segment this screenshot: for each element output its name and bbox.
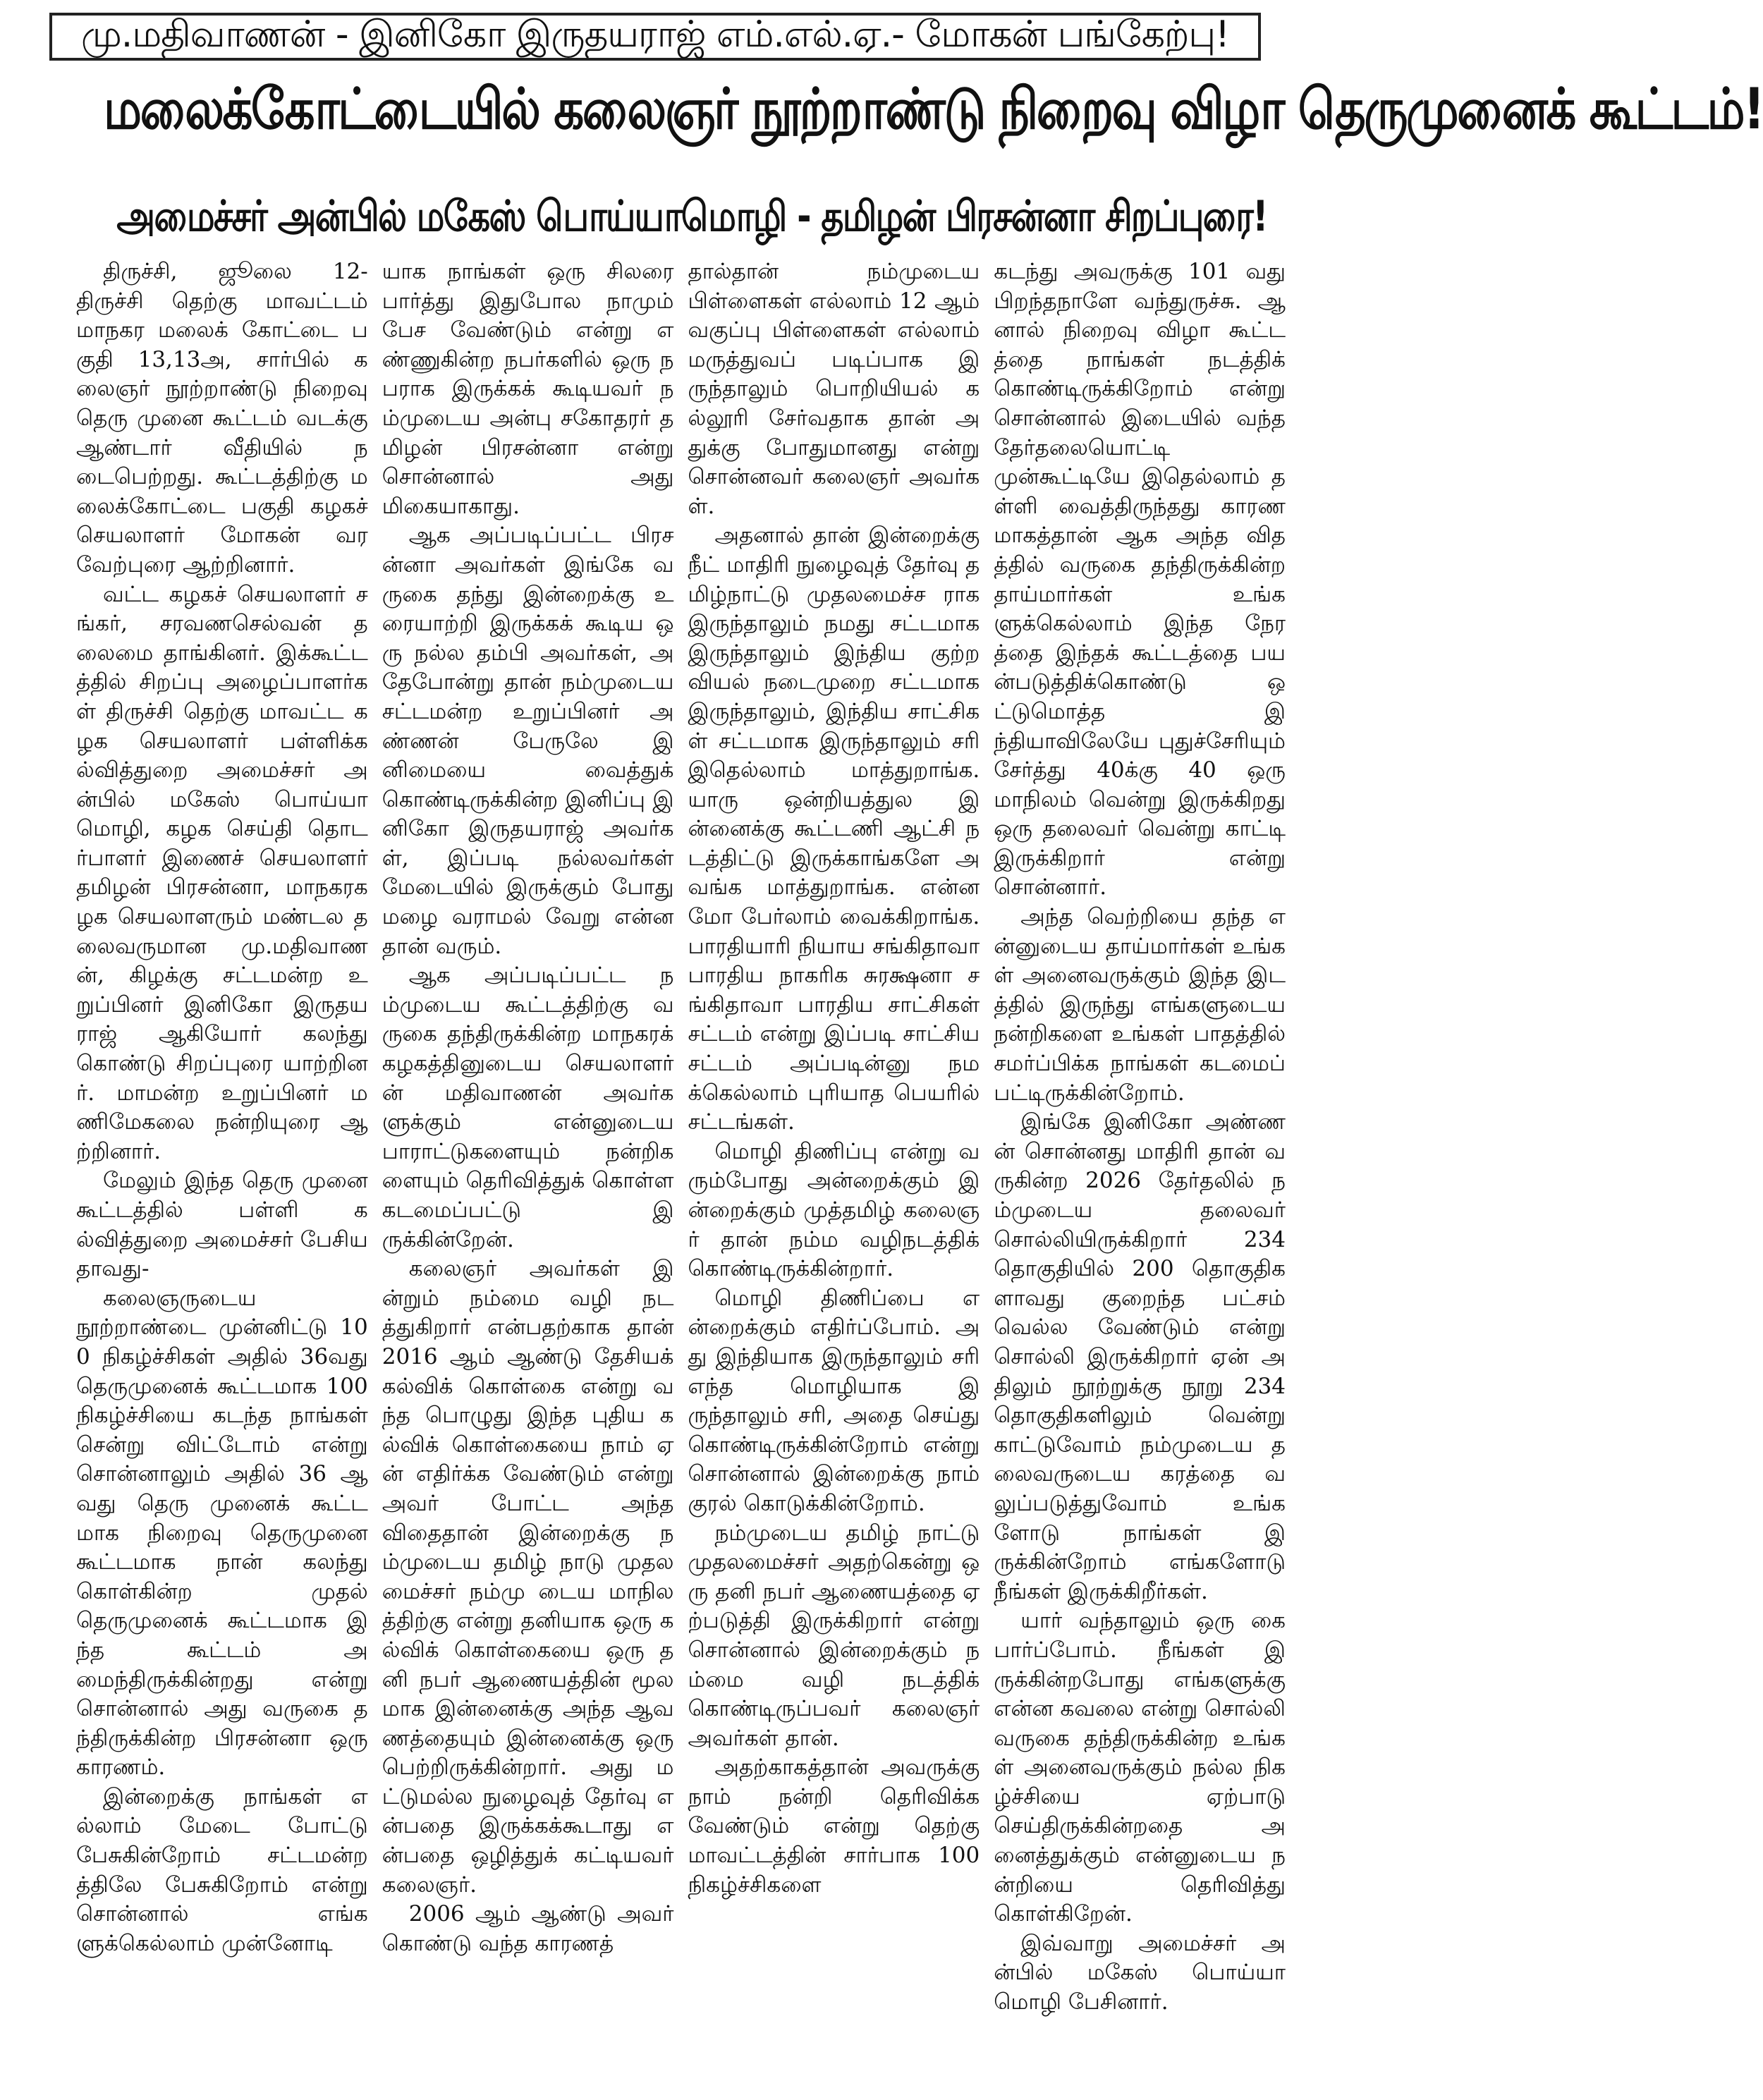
paragraph: ஆக அப்படிப்பட்ட பிரசன்னா அவர்கள் இங்கே வருகை தந்து இன்றைக்கு உரையாற்றி இருக்கக் கூடிய ஒரு நல்ல தம்பி அவர்கள், அதேபோன்று தான் நம்முடைய சட்டமன்ற உறுப்பினர் அண்ணன் பேருலே இனிமையை வைத்துக் கொண்டிருக்கின்ற இனிப்பு இனிகோ இருதயராஜ் அவர்கள், இப்படி நல்லவர்கள் மேடையில் இருக்கும் போது மழை வராமல் வேறு என்னதான் வரும். — [382, 523, 674, 959]
paragraph: அதற்காகத்தான் அவருக்கு நாம் நன்றி தெரிவிக்க வேண்டும் என்று தெற்கு மாவட்டத்தின் சார்பாக 100 நிகழ்ச்சிகளை — [688, 1754, 980, 1898]
paragraph: நம்முடைய தமிழ் நாட்டு முதலமைச்சர் அதற்கென்று ஒரு தனி நபர் ஆணையத்தை ஏற்படுத்தி இருக்கிறார் என்று சொன்னால் இன்றைக்கும் நம்மை வழி நடத்திக் கொண்டிருப்பவர் கலைஞர் அவர்கள் தான். — [688, 1520, 980, 1751]
paragraph: கலைஞர் அவர்கள் இன்றும் நம்மை வழி நடத்துகிறார் என்பதற்காக தான் 2016 ஆம் ஆண்டு தேசியக் கல்விக் கொள்கை என்று வந்த பொழுது இந்த புதிய கல்விக் கொள்கையை நாம் ஏன் எதிர்க்க வேண்டும் என்று அவர் போட்ட அந்த விதைதான் இன்றைக்கு நம்முடைய தமிழ் நாடு முதலமைச்சர் நம்மு டைய மாநிலத்திற்கு என்று தனியாக ஒரு கல்விக் கொள்கையை ஒரு தனி நபர் ஆணையத்தின் மூலமாக இன்னைக்கு அந்த ஆவணத்தையும் இன்னைக்கு ஒரு பெற்றிருக்கின்றார். அது மட்டுமல்ல நுழைவுத் தேர்வு என்பதை இருக்கக்கூடாது என்பதை ஒழித்துக் கட்டியவர் கலைஞர். — [382, 1256, 674, 1898]
paragraph: இவ்வாறு அமைச்சர் அன்பில் மகேஸ் பொய்யா மொழி பேசினார். — [994, 1930, 1286, 2015]
paragraph: மொழி திணிப்பை என்றைக்கும் எதிர்ப்போம். அது இந்தியாக இருந்தாலும் சரி எந்த மொழியாக இருந்தாலும் சரி, அதை செய்து கொண்டிருக்கின்றோம் என்று சொன்னால் இன்றைக்கு நாம் குரல் கொடுக்கின்றோம். — [688, 1285, 980, 1516]
paragraph: அந்த வெற்றியை தந்த என்னுடைய தாய்மார்கள் உங்கள் அனைவருக்கும் இந்த இடத்தில் இருந்து எங்களுடைய நன்றிகளை உங்கள் பாதத்தில் சமர்ப்பிக்க நாங்கள் கடமைப் பட்டிருக்கின்றோம். — [994, 904, 1286, 1106]
paragraph: இங்கே இனிகோ அண்ணன் சொன்னது மாதிரி தான் வருகின்ற 2026 தேர்தலில் நம்முடைய தலைவர் சொல்லியிருக்கிறார் 234 தொகுதியில் 200 தொகுதிகளாவது குறைந்த பட்சம் வெல்ல வேண்டும் என்று சொல்லி இருக்கிறார் ஏன் அதிலும் நூற்றுக்கு நூறு 234 தொகுதிகளிலும் வென்று காட்டுவோம் நம்முடைய தலைவருடைய கரத்தை வலுப்படுத்துவோம் உங்களோடு நாங்கள் இருக்கின்றோம் எங்களோடு நீங்கள் இருக்கிறீர்கள். — [994, 1109, 1286, 1604]
paragraph: ஆக அப்படிப்பட்ட நம்முடைய கூட்டத்திற்கு வருகை தந்திருக்கின்ற மாநகரக் கழகத்தினுடைய செயலாளர் ன் மதிவாணன் அவர்களுக்கும் என்னுடைய பாராட்டுகளையும் நன்றிகளையும் தெரிவித்துக் கொள்ள கடமைப்பட்டு இருக்கின்றேன். — [382, 963, 674, 1252]
paragraph: கலைஞருடைய நூற்றாண்டை முன்னிட்டு 100 நிகழ்ச்சிகள் அதில் 36வது தெருமுனைக் கூட்டமாக 100 நிகழ்ச்சியை கடந்த நாங்கள் சென்று விட்டோம் என்று சொன்னாலும் அதில் 36 ஆவது தெரு முனைக் கூட்டமாக நிறைவு தெருமுனை கூட்டமாக நான் கலந்து கொள்கின்ற முதல் தெருமுனைக் கூட்டமாக இந்த கூட்டம் அமைந்திருக்கின்றது என்று சொன்னால் அது வருகை தந்திருக்கின்ற பிரசன்னா ஒரு காரணம். — [76, 1285, 368, 1781]
paragraph: மேலும் இந்த தெரு முனை கூட்டத்தில் பள்ளி கல்வித்துறை அமைச்சர் பேசியதாவது- — [76, 1168, 368, 1282]
article-column-1 — [76, 257, 368, 2084]
paragraph: கடந்து அவருக்கு 101 வது பிறந்தநாளே வந்துருச்சு. ஆனால் நிறைவு விழா கூட்டத்தை நாங்கள் நடத்திக் கொண்டிருக்கிறோம் என்று சொன்னால் இடையில் வந்த தேர்தலையொட்டி முன்கூட்டியே இதெல்லாம் தள்ளி வைத்திருந்தது காரணமாகத்தான் ஆக அந்த விதத்தில் வருகை தந்திருக்கின்ற தாய்மார்கள் உங்களுக்கெல்லாம் இந்த நேரத்தை இந்தக் கூட்டத்தை பயன்படுத்திக்கொண்டு ஒட்டுமொத்த இந்தியாவிலேயே புதுச்சேரியும் சேர்த்து 40க்கு 40 ஒரு மாநிலம் வென்று இருக்கிறது ஒரு தலைவர் வென்று காட்டி இருக்கிறார் என்று சொன்னார். — [994, 259, 1286, 901]
paragraph: வட்ட கழகச் செயலாளர் சங்கர், சரவணசெல்வன் தலைமை தாங்கினர். இக்கூட்டத்தில் சிறப்பு அழைப்பாளர்கள் திருச்சி தெற்கு மாவட்ட கழக செயலாளர் பள்ளிக்கல்வித்துறை அமைச்சர் அன்பில் மகேஸ் பொய்யா மொழி, கழக செய்தி தொடர்பாளர் இணைச் செயலாளர் தமிழன் பிரசன்னா, மாநகரகழக செயலாளரும் மண்டல தலைவருமான மு.மதிவாணன், கிழக்கு சட்டமன்ற உறுப்பினர் இனிகோ இருதயராஜ் ஆகியோர் கலந்து கொண்டு சிறப்புரை யாற்றினர். மாமன்ற உறுப்பினர் மணிமேகலை நன்றியுரை ஆற்றினார். — [76, 581, 368, 1164]
paragraph: யாக நாங்கள் ஒரு சிலரை பார்த்து இதுபோல நாமும் பேச வேண்டும் என்று எண்ணுகின்ற நபர்களில் ஒரு நபராக இருக்கக் கூடியவர் நம்முடைய அன்பு சகோதரர் தமிழன் பிரசன்னா என்று சொன்னால் அது மிகையாகாது. — [382, 259, 674, 519]
kicker-box — [49, 13, 1261, 61]
article-column-2 — [382, 257, 674, 2084]
headline: மலைக்கோட்டையில் கலைஞர் நூற்றாண்டு நிறைவு விழா தெருமுனைக் கூட்டம்! — [104, 76, 1763, 142]
paragraph: யார் வந்தாலும் ஒரு கை பார்ப்போம். நீங்கள் இருக்கின்றபோது எங்களுக்கு என்ன கவலை என்று சொல்லி வருகை தந்திருக்கின்ற உங்கள் அனைவருக்கும் நல்ல நிகழ்ச்சியை ஏற்பாடு செய்திருக்கின்றதை அனைத்துக்கும் என்னுடைய நன்றியை தெரிவித்து கொள்கிறேன். — [994, 1608, 1286, 1927]
paragraph: 2006 ஆம் ஆண்டு அவர் கொண்டு வந்த காரணத் — [382, 1901, 674, 1956]
paragraph: திருச்சி, ஜூலை 12- திருச்சி தெற்கு மாவட்டம் மாநகர மலைக் கோட்டை பகுதி 13,13அ, சார்பில் கலைஞர் நூற்றாண்டு நிறைவு தெரு முனை கூட்டம் வடக்கு ஆண்டார் வீதியில் நடைபெற்றது. கூட்டத்திற்கு மலைக்கோட்டை பகுதி கழகச் செயலாளர் மோகன் வரவேற்புரை ஆற்றினார். — [76, 259, 368, 578]
paragraph: அதனால் தான் இன்றைக்கு நீட் மாதிரி நுழைவுத் தேர்வு தமிழ்நாட்டு முதலமைச்ச ராக இருந்தாலும் நமது சட்டமாக இருந்தாலும் இந்திய குற்றவியல் நடைமுறை சட்டமாக இருந்தாலும், இந்திய சாட்சிகள் சட்டமாக இருந்தாலும் சரி இதெல்லாம் மாத்துறாங்க. யாரு ஒன்றியத்துல இன்னைக்கு கூட்டணி ஆட்சி நடத்திட்டு இருக்காங்களே அவங்க மாத்துறாங்க. என்னமோ பேர்லாம் வைக்கிறாங்க. பாரதியாரி நியாய சங்கிதாவா பாரதிய நாகரிக சுரக்ஷனா சங்கிதாவா பாரதிய சாட்சிகள் சட்டம் என்று இப்படி சாட்சிய சட்டம் அப்படின்னு நமக்கெல்லாம் புரியாத பெயரில் சட்டங்கள். — [688, 523, 980, 1135]
article-body — [76, 257, 1286, 2084]
paragraph: தால்தான் நம்முடைய பிள்ளைகள் எல்லாம் 12 ஆம் வகுப்பு பிள்ளைகள் எல்லாம் மருத்துவப் படிப்பாக இருந்தாலும் பொறியியல் கல்லூரி சேர்வதாக தான் அதுக்கு போதுமானது என்று சொன்னவர் கலைஞர் அவர்கள். — [688, 259, 980, 519]
subheadline: அமைச்சர் அன்பில் மகேஸ் பொய்யாமொழி - தமிழன் பிரசன்னா சிறப்புரை! — [116, 192, 1267, 241]
kicker-text: மு.மதிவாணன் - இனிகோ இருதயராஜ் எம்.எல்.ஏ.- மோகன் பங்கேற்பு! — [81, 13, 1229, 56]
article-column-4 — [994, 257, 1286, 2084]
paragraph: மொழி திணிப்பு என்று வரும்போது அன்றைக்கும் இன்றைக்கும் முத்தமிழ் கலைஞர் தான் நம்ம வழிநடத்திக் கொண்டிருக்கின்றார். — [688, 1138, 980, 1282]
article-column-3 — [688, 257, 980, 2084]
paragraph: இன்றைக்கு நாங்கள் எல்லாம் மேடை போட்டு பேசுகின்றோம் சட்டமன்றத்திலே பேசுகிறோம் என்று சொன்னால் எங்களுக்கெல்லாம் முன்னோடி — [76, 1783, 368, 1956]
